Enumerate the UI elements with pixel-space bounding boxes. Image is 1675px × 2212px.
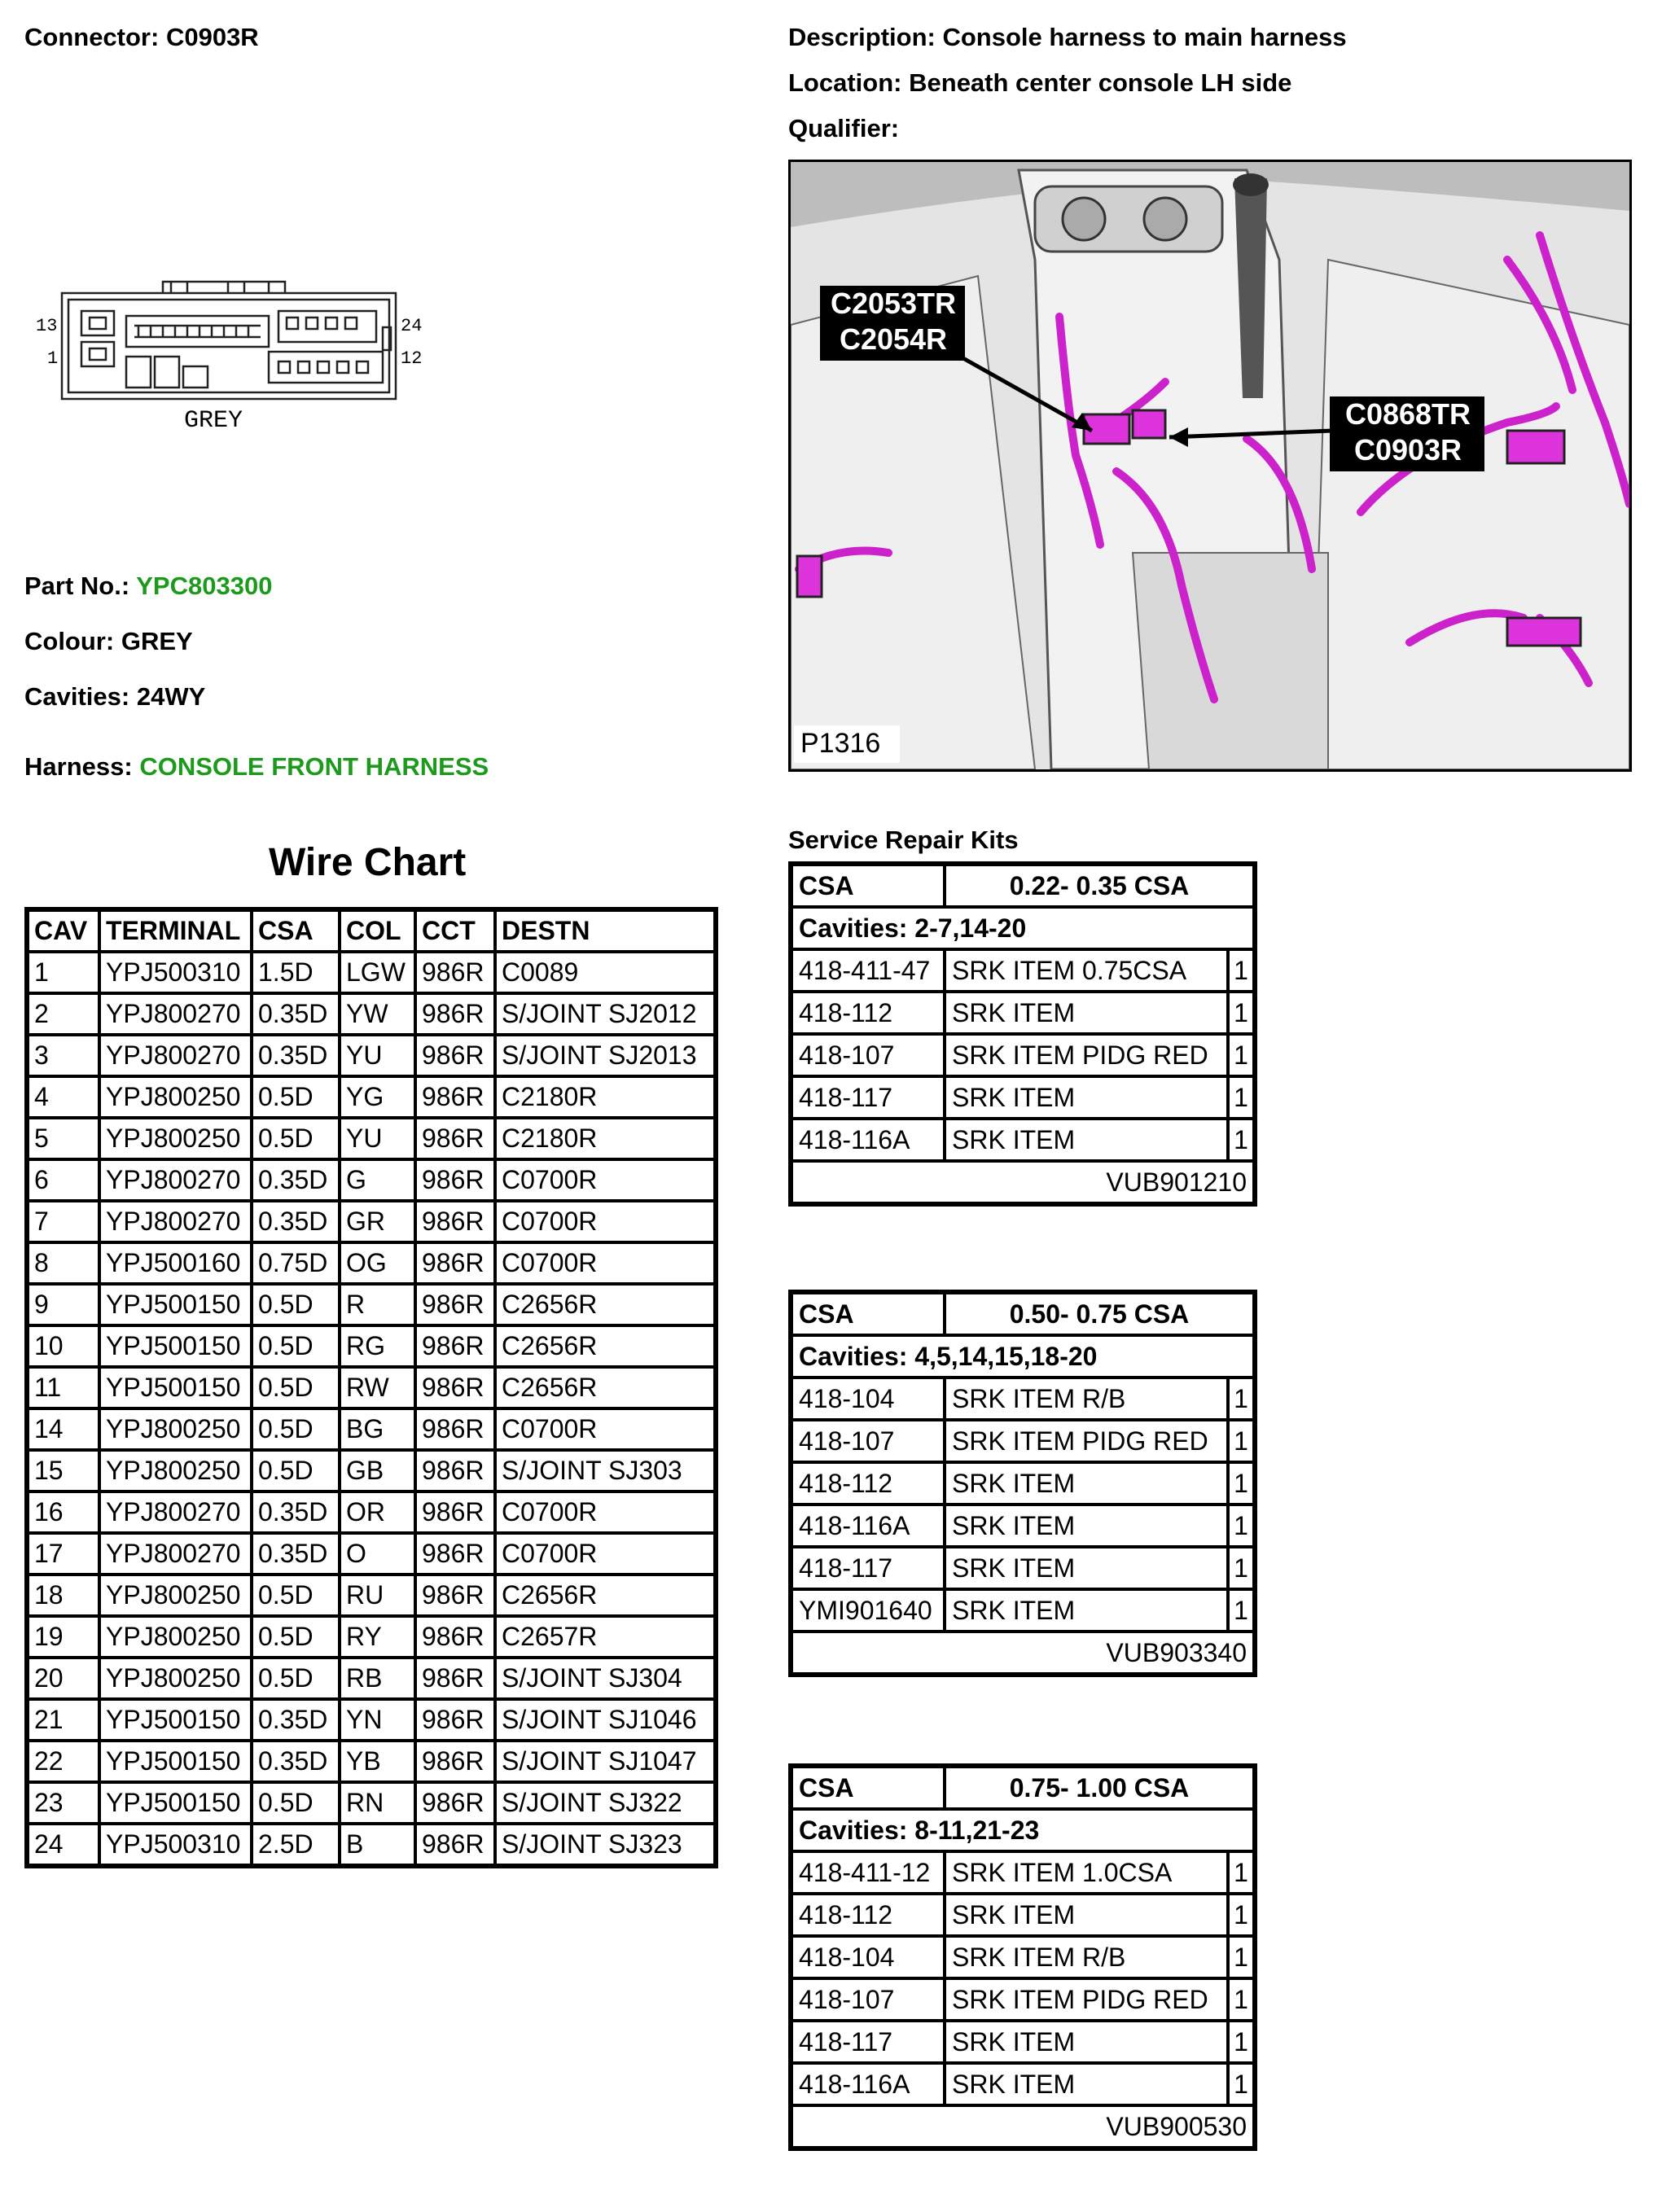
wire-cell-cct: 986R [415, 1076, 495, 1118]
harness-line [24, 752, 489, 782]
wire-cell-destn: C0700R [495, 1533, 715, 1575]
wire-row [28, 1658, 715, 1699]
kit-item-row [791, 1462, 1254, 1505]
kit-item-part: 418-107 [791, 1420, 945, 1462]
harness-link[interactable]: CONSOLE FRONT HARNESS [139, 752, 489, 781]
wire-cell-destn: C2180R [495, 1076, 715, 1118]
kit-item-part: 418-116A [791, 1119, 945, 1161]
kit-item-qty: 1 [1228, 1505, 1254, 1547]
wire-row [28, 993, 715, 1035]
connector-value: C0903R [165, 23, 259, 51]
wire-cell-terminal: YPJ500310 [99, 952, 252, 993]
qualifier-label: Qualifier: [788, 114, 900, 142]
wire-cell-cav: 16 [28, 1491, 99, 1533]
wire-cell-cav: 2 [28, 993, 99, 1035]
kit-item-qty: 1 [1228, 2063, 1254, 2105]
wire-cell-terminal: YPJ500150 [99, 1367, 252, 1408]
wire-cell-cct: 986R [415, 1118, 495, 1159]
kit-item-part: 418-104 [791, 1936, 945, 1978]
wire-row [28, 1159, 715, 1201]
wire-cell-col: G [340, 1159, 415, 1201]
kit-item-desc: SRK ITEM [945, 1589, 1228, 1632]
colour-line [24, 627, 193, 656]
kit-item-desc: SRK ITEM PIDG RED [945, 1420, 1228, 1462]
wire-cell-csa: 0.35D [252, 1201, 340, 1242]
wire-cell-csa: 0.5D [252, 1408, 340, 1450]
wire-cell-destn: S/JOINT SJ323 [495, 1824, 715, 1865]
col-header-cct: CCT [415, 910, 495, 952]
wire-cell-terminal: YPJ500150 [99, 1782, 252, 1824]
callout-right [1331, 396, 1484, 468]
kit-code-row [791, 1632, 1254, 1674]
wire-row [28, 1284, 715, 1325]
wire-row [28, 1699, 715, 1741]
wire-cell-destn: C2180R [495, 1118, 715, 1159]
kit-item-qty: 1 [1228, 1119, 1254, 1161]
kit-item-qty: 1 [1228, 1378, 1254, 1420]
kit-item-part: 418-104 [791, 1378, 945, 1420]
wire-cell-cct: 986R [415, 1367, 495, 1408]
wire-chart-title: Wire Chart [269, 841, 467, 884]
wire-row [28, 1491, 715, 1533]
wire-cell-col: GR [340, 1201, 415, 1242]
wire-row [28, 952, 715, 993]
kit-item-part: 418-411-12 [791, 1851, 945, 1894]
kit-header-row [791, 1767, 1254, 1809]
kit-item-desc: SRK ITEM [945, 2063, 1228, 2105]
kit-item-qty: 1 [1228, 1589, 1254, 1632]
wire-row [28, 1076, 715, 1118]
wire-cell-cav: 1 [28, 952, 99, 993]
wire-cell-destn: C0700R [495, 1159, 715, 1201]
wire-cell-col: OG [340, 1242, 415, 1284]
kit-item-part: 418-117 [791, 2021, 945, 2063]
wire-cell-cct: 986R [415, 1741, 495, 1782]
kit-item-desc: SRK ITEM [945, 1119, 1228, 1161]
wire-cell-destn: C2656R [495, 1575, 715, 1616]
description-label: Description: [788, 23, 936, 51]
wire-cell-cct: 986R [415, 1035, 495, 1076]
kit-item-row [791, 992, 1254, 1034]
callout-left-line-1: C2053TR [830, 287, 957, 320]
wire-cell-csa: 0.5D [252, 1450, 340, 1491]
wire-cell-csa: 0.5D [252, 1325, 340, 1367]
cavities-value: 24WY [136, 682, 206, 711]
wire-cell-col: YU [340, 1118, 415, 1159]
wire-row [28, 1782, 715, 1824]
callout-left-line-2: C2054R [839, 322, 948, 356]
wire-cell-cct: 986R [415, 993, 495, 1035]
wire-cell-cav: 4 [28, 1076, 99, 1118]
wire-cell-csa: 0.35D [252, 993, 340, 1035]
kit-item-qty: 1 [1228, 1978, 1254, 2021]
kit-code: VUB900530 [791, 2105, 1254, 2148]
wire-cell-terminal: YPJ800250 [99, 1658, 252, 1699]
kit-item-row [791, 2021, 1254, 2063]
kit-item-qty: 1 [1228, 1936, 1254, 1978]
kit-item-desc: SRK ITEM [945, 992, 1228, 1034]
wire-cell-destn: S/JOINT SJ2013 [495, 1035, 715, 1076]
kit-csa-label: CSA [791, 865, 945, 907]
wire-cell-destn: S/JOINT SJ304 [495, 1658, 715, 1699]
wire-cell-terminal: YPJ800250 [99, 1408, 252, 1450]
kit-item-row [791, 1547, 1254, 1589]
col-header-cav: CAV [28, 910, 99, 952]
cavities-line [24, 682, 205, 712]
wire-cell-csa: 0.5D [252, 1076, 340, 1118]
kit-cavities-row [791, 1335, 1254, 1378]
wire-row [28, 1450, 715, 1491]
wire-row [28, 1035, 715, 1076]
kit-code-row [791, 1161, 1254, 1203]
wire-cell-destn: C0089 [495, 952, 715, 993]
wire-cell-cav: 3 [28, 1035, 99, 1076]
wire-cell-cav: 10 [28, 1325, 99, 1367]
col-header-terminal: TERMINAL [99, 910, 252, 952]
wire-cell-cct: 986R [415, 1491, 495, 1533]
kit-item-qty: 1 [1228, 2021, 1254, 2063]
wire-cell-cav: 18 [28, 1575, 99, 1616]
wire-cell-cct: 986R [415, 1408, 495, 1450]
wire-cell-col: YU [340, 1035, 415, 1076]
location-line [788, 68, 1291, 98]
kit-item-part: 418-116A [791, 2063, 945, 2105]
kit-item-desc: SRK ITEM PIDG RED [945, 1034, 1228, 1076]
wire-cell-destn: C0700R [495, 1201, 715, 1242]
wire-cell-col: GB [340, 1450, 415, 1491]
wire-cell-cct: 986R [415, 1242, 495, 1284]
wire-cell-col: O [340, 1533, 415, 1575]
kit-item-desc: SRK ITEM 1.0CSA [945, 1851, 1228, 1894]
qualifier-line [788, 114, 899, 143]
wire-cell-col: RY [340, 1616, 415, 1658]
wire-cell-csa: 0.35D [252, 1159, 340, 1201]
wire-cell-col: LGW [340, 952, 415, 993]
wire-cell-csa: 0.5D [252, 1616, 340, 1658]
connector-line [24, 23, 259, 52]
wire-row [28, 1741, 715, 1782]
harness-label: Harness: [24, 752, 133, 781]
kit-item-desc: SRK ITEM [945, 1894, 1228, 1936]
kit-item-part: 418-117 [791, 1076, 945, 1119]
wire-cell-cct: 986R [415, 1450, 495, 1491]
col-header-csa: CSA [252, 910, 340, 952]
wire-cell-cct: 986R [415, 952, 495, 993]
kit-item-qty: 1 [1228, 1420, 1254, 1462]
kit-item-desc: SRK ITEM PIDG RED [945, 1978, 1228, 2021]
wire-cell-cav: 23 [28, 1782, 99, 1824]
wire-cell-terminal: YPJ800270 [99, 1201, 252, 1242]
wire-cell-csa: 0.35D [252, 1035, 340, 1076]
wire-cell-cct: 986R [415, 1201, 495, 1242]
kit-item-part: 418-107 [791, 1034, 945, 1076]
wire-cell-terminal: YPJ800250 [99, 1076, 252, 1118]
kit-code: VUB903340 [791, 1632, 1254, 1674]
wire-row [28, 1367, 715, 1408]
kit-item-desc: SRK ITEM [945, 1505, 1228, 1547]
wire-cell-csa: 0.35D [252, 1533, 340, 1575]
wire-cell-col: OR [340, 1491, 415, 1533]
kit-item-part: 418-116A [791, 1505, 945, 1547]
wire-row [28, 1616, 715, 1658]
wire-cell-terminal: YPJ800250 [99, 1616, 252, 1658]
wire-cell-cav: 5 [28, 1118, 99, 1159]
kit-item-desc: SRK ITEM [945, 1076, 1228, 1119]
wire-chart-header-row [28, 910, 715, 952]
service-kits-title: Service Repair Kits [788, 826, 1019, 854]
connector-face-diagram [24, 261, 448, 440]
kit-code: VUB901210 [791, 1161, 1254, 1203]
kit-item-qty: 1 [1228, 1547, 1254, 1589]
wire-cell-destn: C0700R [495, 1408, 715, 1450]
wire-chart-table [24, 907, 718, 1868]
part-number-line [24, 572, 272, 601]
wire-cell-terminal: YPJ800270 [99, 1035, 252, 1076]
wire-cell-col: YW [340, 993, 415, 1035]
kit-item-row [791, 2063, 1254, 2105]
repair-kit-table [788, 861, 1257, 1207]
wire-cell-cct: 986R [415, 1159, 495, 1201]
wire-cell-cav: 17 [28, 1533, 99, 1575]
kit-item-part: 418-411-47 [791, 949, 945, 992]
kit-header-row [791, 1293, 1254, 1335]
kit-cavities: Cavities: 4,5,14,15,18-20 [791, 1335, 1254, 1378]
kit-cavities-row [791, 907, 1254, 949]
wire-cell-cct: 986R [415, 1533, 495, 1575]
wire-cell-cav: 24 [28, 1824, 99, 1865]
description-line [788, 23, 1347, 52]
wire-cell-col: B [340, 1824, 415, 1865]
kit-item-part: 418-107 [791, 1978, 945, 2021]
pin-13-label: 13 [36, 316, 58, 336]
wire-cell-terminal: YPJ500150 [99, 1699, 252, 1741]
wire-cell-destn: C2656R [495, 1284, 715, 1325]
wire-cell-cav: 7 [28, 1201, 99, 1242]
connector-label: Connector: [24, 23, 160, 51]
wire-cell-csa: 0.35D [252, 1699, 340, 1741]
kit-item-row [791, 1894, 1254, 1936]
location-photo [788, 160, 1632, 772]
kit-item-desc: SRK ITEM [945, 1462, 1228, 1505]
wire-cell-csa: 0.5D [252, 1367, 340, 1408]
kit-header-row [791, 865, 1254, 907]
wire-cell-col: RG [340, 1325, 415, 1367]
wire-cell-col: YG [340, 1076, 415, 1118]
colour-label: Colour: [24, 627, 115, 655]
wire-cell-terminal: YPJ800250 [99, 1118, 252, 1159]
wire-cell-col: BG [340, 1408, 415, 1450]
kit-item-desc: SRK ITEM [945, 2021, 1228, 2063]
wire-cell-terminal: YPJ800270 [99, 993, 252, 1035]
wire-cell-destn: C0700R [495, 1491, 715, 1533]
wire-cell-csa: 0.5D [252, 1658, 340, 1699]
repair-kit-table [788, 1763, 1257, 2151]
callout-right-line-1: C0868TR [1344, 397, 1471, 431]
connector-colour-text: GREY [184, 407, 243, 435]
kit-item-qty: 1 [1228, 1076, 1254, 1119]
location-illustration [791, 162, 1629, 769]
location-value: Beneath center console LH side [909, 68, 1292, 97]
kit-item-row [791, 1936, 1254, 1978]
wire-cell-terminal: YPJ500160 [99, 1242, 252, 1284]
wire-cell-cct: 986R [415, 1575, 495, 1616]
kit-item-qty: 1 [1228, 949, 1254, 992]
wire-cell-cav: 15 [28, 1450, 99, 1491]
wire-row [28, 1118, 715, 1159]
wire-cell-cct: 986R [415, 1616, 495, 1658]
wire-cell-csa: 0.5D [252, 1782, 340, 1824]
part-label: Part No.: [24, 572, 130, 600]
pin-24-label: 24 [401, 316, 423, 336]
wire-cell-cav: 22 [28, 1741, 99, 1782]
wire-cell-cct: 986R [415, 1782, 495, 1824]
wire-cell-cct: 986R [415, 1699, 495, 1741]
wire-cell-col: YB [340, 1741, 415, 1782]
wire-cell-cct: 986R [415, 1824, 495, 1865]
wire-cell-csa: 2.5D [252, 1824, 340, 1865]
kit-csa-label: CSA [791, 1293, 945, 1335]
kit-csa-range: 0.22- 0.35 CSA [945, 865, 1254, 907]
wire-cell-destn: S/JOINT SJ1047 [495, 1741, 715, 1782]
kit-item-row [791, 1589, 1254, 1632]
kit-item-part: YMI901640 [791, 1589, 945, 1632]
wire-cell-csa: 0.5D [252, 1118, 340, 1159]
wire-cell-cct: 986R [415, 1325, 495, 1367]
wire-cell-col: RU [340, 1575, 415, 1616]
wire-cell-cav: 14 [28, 1408, 99, 1450]
wire-cell-terminal: YPJ800270 [99, 1159, 252, 1201]
wire-row [28, 1533, 715, 1575]
kit-cavities-row [791, 1809, 1254, 1851]
kit-item-row [791, 949, 1254, 992]
kit-cavities: Cavities: 8-11,21-23 [791, 1809, 1254, 1851]
kit-item-part: 418-117 [791, 1547, 945, 1589]
wire-cell-terminal: YPJ500150 [99, 1741, 252, 1782]
wire-cell-destn: C2656R [495, 1367, 715, 1408]
kit-item-qty: 1 [1228, 1462, 1254, 1505]
wire-cell-cav: 8 [28, 1242, 99, 1284]
kit-item-row [791, 1119, 1254, 1161]
kit-item-row [791, 1851, 1254, 1894]
kit-item-part: 418-112 [791, 992, 945, 1034]
wire-row [28, 1408, 715, 1450]
kit-item-row [791, 1378, 1254, 1420]
kit-item-desc: SRK ITEM R/B [945, 1378, 1228, 1420]
wire-cell-cct: 986R [415, 1284, 495, 1325]
kit-item-part: 418-112 [791, 1462, 945, 1505]
wire-cell-csa: 0.35D [252, 1491, 340, 1533]
wire-cell-col: YN [340, 1699, 415, 1741]
colour-value: GREY [121, 627, 193, 655]
wire-cell-destn: S/JOINT SJ303 [495, 1450, 715, 1491]
cavities-label: Cavities: [24, 682, 130, 711]
kit-item-qty: 1 [1228, 992, 1254, 1034]
wire-cell-destn: S/JOINT SJ1046 [495, 1699, 715, 1741]
kit-item-row [791, 1978, 1254, 2021]
kit-item-qty: 1 [1228, 1851, 1254, 1894]
wire-cell-csa: 0.35D [252, 1741, 340, 1782]
wire-cell-terminal: YPJ800250 [99, 1450, 252, 1491]
wire-cell-col: R [340, 1284, 415, 1325]
kit-item-part: 418-112 [791, 1894, 945, 1936]
wire-row [28, 1824, 715, 1865]
wire-cell-csa: 0.5D [252, 1284, 340, 1325]
wire-cell-cav: 11 [28, 1367, 99, 1408]
kit-item-qty: 1 [1228, 1034, 1254, 1076]
kit-item-row [791, 1420, 1254, 1462]
location-label: Location: [788, 68, 902, 97]
wire-cell-col: RW [340, 1367, 415, 1408]
kit-item-row [791, 1076, 1254, 1119]
wire-cell-destn: C2656R [495, 1325, 715, 1367]
wire-cell-terminal: YPJ500150 [99, 1284, 252, 1325]
wire-cell-cav: 9 [28, 1284, 99, 1325]
wire-cell-destn: C2657R [495, 1616, 715, 1658]
wire-row [28, 1201, 715, 1242]
wire-cell-cav: 20 [28, 1658, 99, 1699]
wire-cell-terminal: YPJ800250 [99, 1575, 252, 1616]
wire-cell-cct: 986R [415, 1658, 495, 1699]
repair-kit-table [788, 1290, 1257, 1677]
kit-csa-range: 0.50- 0.75 CSA [945, 1293, 1254, 1335]
kit-item-desc: SRK ITEM [945, 1547, 1228, 1589]
wire-row [28, 1575, 715, 1616]
kit-item-desc: SRK ITEM R/B [945, 1936, 1228, 1978]
kit-item-qty: 1 [1228, 1894, 1254, 1936]
kit-cavities: Cavities: 2-7,14-20 [791, 907, 1254, 949]
callout-left [823, 286, 963, 357]
kit-item-desc: SRK ITEM 0.75CSA [945, 949, 1228, 992]
description-value: Console harness to main harness [942, 23, 1347, 51]
wire-cell-csa: 0.5D [252, 1575, 340, 1616]
wire-cell-terminal: YPJ500150 [99, 1325, 252, 1367]
wire-cell-col: RB [340, 1658, 415, 1699]
wire-cell-cav: 6 [28, 1159, 99, 1201]
figure-id: P1316 [800, 728, 881, 759]
kit-csa-range: 0.75- 1.00 CSA [945, 1767, 1254, 1809]
wire-cell-destn: C0700R [495, 1242, 715, 1284]
wire-cell-destn: S/JOINT SJ2012 [495, 993, 715, 1035]
wire-cell-cav: 21 [28, 1699, 99, 1741]
wire-cell-terminal: YPJ500310 [99, 1824, 252, 1865]
pin-1-label: 1 [47, 348, 59, 369]
part-number-link[interactable]: YPC803300 [136, 572, 273, 600]
col-header-col: COL [340, 910, 415, 952]
wire-cell-destn: S/JOINT SJ322 [495, 1782, 715, 1824]
callout-right-line-2: C0903R [1353, 433, 1462, 466]
wire-cell-cav: 19 [28, 1616, 99, 1658]
kit-item-row [791, 1505, 1254, 1547]
kit-csa-label: CSA [791, 1767, 945, 1809]
wire-cell-col: RN [340, 1782, 415, 1824]
kit-item-row [791, 1034, 1254, 1076]
wire-cell-terminal: YPJ800270 [99, 1491, 252, 1533]
kit-code-row [791, 2105, 1254, 2148]
wire-row [28, 1242, 715, 1284]
col-header-destn: DESTN [495, 910, 715, 952]
wire-row [28, 1325, 715, 1367]
wire-cell-terminal: YPJ800270 [99, 1533, 252, 1575]
wire-cell-csa: 1.5D [252, 952, 340, 993]
pin-12-label: 12 [401, 348, 423, 369]
wire-cell-csa: 0.75D [252, 1242, 340, 1284]
